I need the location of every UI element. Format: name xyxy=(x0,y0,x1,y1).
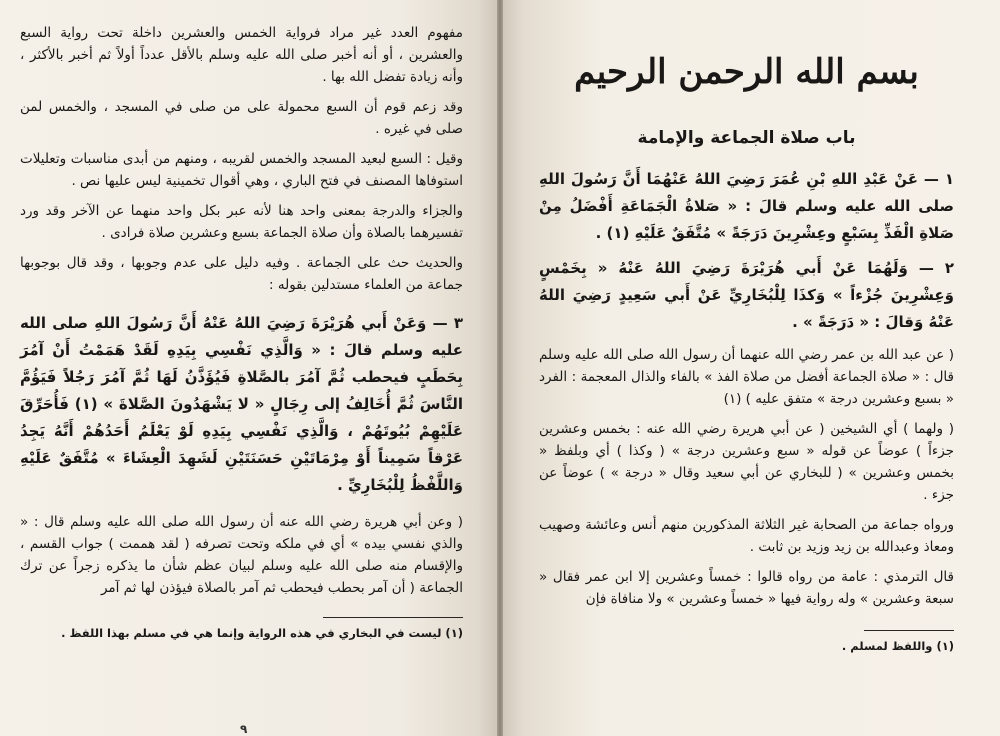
hadith-3-commentary: ( وعن أبي هريرة رضي الله عنه أن رسول الله صلى الله عليه وسلم قال : « والذي نفسي بيده » أي في ملكه وتحت تصرفه ( لقد هممت ) جواب القسم ، والإقسام منه صلى الله عليه وسلم لبيان عظم شأن ما يذكره زجراً عن ترك الجماعة ( أن آمر بحطب فيحطب ثم آمر بالصلاة فيؤذن لها ثم آمر xyxy=(20,514,463,596)
hadith-1-text: ١ — عَنْ عَبْدِ اللهِ بْنِ عُمَرَ رَضِيَ اللهُ عَنْهُمَا أَنَّ رَسُولَ اللهِ صلى الله عليه وسلم قالَ : « صَلاةُ الْجَمَاعَةِ أَفْضَلُ مِنْ صَلاةِ الْفَذِّ بِسَبْعٍ وعِشْرِينَ دَرَجَةً » مُتَّفَقٌ عَلَيْهِ (١) . xyxy=(539,170,954,242)
right-paragraph-2: ( ولهما ) أي الشيخين ( عن أبي هريرة رضي الله عنه : بخمس وعشرين جزءاً ) عوضاً عن قوله « سبع وعشرين درجة » ( وكذا ) أي وبلفظ « بخمس وعشرين » ( للبخاري عن أبي سعيد وقال « درجة » ) عوضاً عن جزء . xyxy=(539,421,954,503)
left-page xyxy=(0,0,497,736)
left-footnote: (١) ليست في البخاري في هذه الرواية وإنما هي في مسلم بهذا اللفظ . xyxy=(61,626,463,640)
left-paragraph-3: وقيل : السبع لبعيد المسجد والخمس لقريبه ، ومنهم من أبدى مناسبات وتعليلات استوفاها المصنف في فتح الباري ، وهي أقوال تخمينية ليس عليها نص . xyxy=(20,151,463,189)
footnote-divider xyxy=(323,617,463,618)
left-paragraph-4: والجزاء والدرجة بمعنى واحد هنا لأنه عبر بكل واحد منهما عن الآخر وقد ورد تفسيرهما بالصلاة وأن صلاة الجماعة بسبع وعشرين صلاة فرادى . xyxy=(20,203,463,241)
left-paragraph-2: وقد زعم قوم أن السبع محمولة على من صلى في المسجد ، والخمس لمن صلى في غيره . xyxy=(20,99,463,137)
left-paragraph-5: والحديث حث على الجماعة . وفيه دليل على عدم وجوبها ، وقد قال بوجوبها جماعة من العلماء مستدلين بقوله : xyxy=(20,255,463,293)
right-paragraph-1: ( عن عبد الله بن عمر رضي الله عنهما أن رسول الله صلى الله عليه وسلم قال : « صلاة الجماعة أفضل من صلاة الفذ » بالفاء والذال المعجمة : الفرد « بسبع وعشرين درجة » متفق عليه ) (١) xyxy=(539,347,954,407)
footnote-divider xyxy=(864,630,954,631)
right-paragraph-3: ورواه جماعة من الصحابة غير الثلاثة المذكورين منهم أنس وعائشة وصهيب ومعاذ وعبدالله بن زيد وزيد بن ثابت . xyxy=(539,517,954,555)
hadith-3-text: ٣ — وَعَنْ أَبي هُرَيْرَةَ رَضِيَ اللهُ عَنْهُ أَنَّ رَسُولَ اللهِ صلى الله عليه وسلم قالَ : « وَالَّذِي نَفْسِي بِيَدِهِ لَقَدْ هَمَمْتُ أَنْ آمُرَ بِحَطَبٍ فيحطب ثُمَّ آمُرَ بالصَّلاةِ فَيُؤَذَّنُ لَهَا ثُمَّ آمُرَ رَجُلاً فَيَؤُمَّ النَّاسَ ثُمَّ أُخَالِفُ إلى رِجَالٍ « لا يَشْهَدُونَ الصَّلاةَ » (١) فَأُحَرِّقَ عَلَيْهِمْ بُيُوتَهُمْ ، وَالَّذِي نَفْسِي بِيَدِهِ لَوْ يَعْلَمُ أَحَدُهُمْ أَنَّهُ يَجِدُ عَرْقاً سَمِيناً أَوْ مِرْمَاتَيْنِ حَسَنَتَيْنِ لَشَهِدَ الْعِشَاءَ » مُتَّفَقٌ عَلَيْهِ وَاللَّفْظُ لِلْبُخَارِيِّ . xyxy=(20,314,463,494)
right-page xyxy=(503,0,1000,736)
right-footnote: (١) واللفظ لمسلم . xyxy=(841,639,954,653)
bismillah-heading: بسم الله الرحمن الرحيم xyxy=(574,52,919,92)
left-paragraph-1: مفهوم العدد غير مراد فرواية الخمس والعشرين داخلة تحت رواية السبع والعشرين ، أو أنه أخبر صلى الله عليه وسلم بالأقل عدداً أولاً ثم أخبر بالأكثر ، وأنه زيادة تفضل الله بها . xyxy=(20,25,463,85)
right-paragraph-4: قال الترمذي : عامة من رواه قالوا : خمساً وعشرين إلا ابن عمر فقال « سبعة وعشرين » وله رواية فيها « خمساً وعشرين » ولا منافاة فإن xyxy=(539,569,954,607)
chapter-title: باب صلاة الجماعة والإمامة xyxy=(637,128,856,148)
page-number: ٩ xyxy=(240,722,248,736)
hadith-2-text: ٢ — وَلَهُمَا عَنْ أَبي هُرَيْرَةَ رَضِيَ اللهُ عَنْهُ « بِخَمْسٍ وَعِشْرِينَ جُزْءاً » وَكذَا لِلْبُخَارِيِّ عَنْ أَبي سَعِيدٍ رَضِيَ اللهُ عَنْهُ وَقالَ : « دَرَجَةً » . xyxy=(539,259,954,331)
